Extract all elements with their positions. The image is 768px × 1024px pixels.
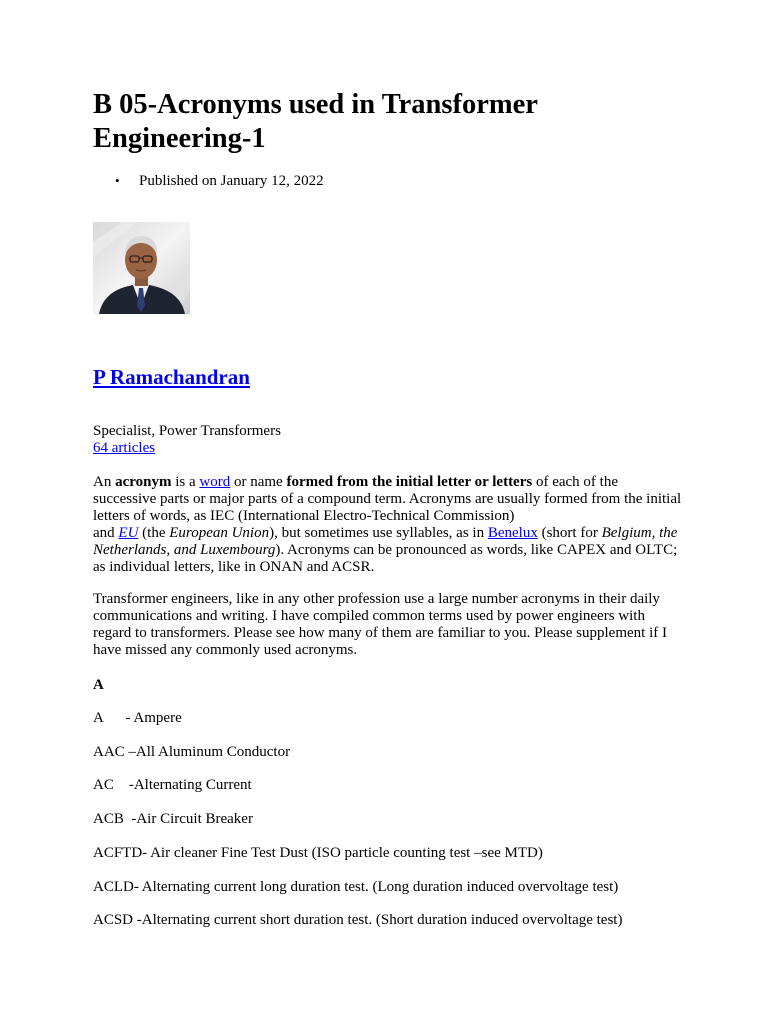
acronym-entry: ACFTD- Air cleaner Fine Test Dust (ISO particle counting test –see MTD) <box>93 845 543 861</box>
intro-text: of each of the successive parts or major parts of a compound term. Acronyms are usually formed from the initial letters of words, as IEC (International Electro-Technical Commission) <box>93 474 682 524</box>
acronym-entry: A - Ampere <box>93 710 182 726</box>
benelux-link[interactable]: Benelux <box>487 525 538 541</box>
acronym-entry: ACB -Air Circuit Breaker <box>93 811 253 827</box>
author-name-link[interactable]: P Ramachandran <box>93 365 250 389</box>
intro-text: is a <box>171 474 200 490</box>
acronym-entry: AC -Alternating Current <box>93 777 252 793</box>
acronym-entry: AAC –All Aluminum Conductor <box>93 744 291 760</box>
published-date: Published on January 12, 2022 <box>139 173 324 189</box>
eu-link[interactable]: EU <box>118 525 139 541</box>
intro-text: ), but sometimes use syllables, as in <box>269 525 488 541</box>
intro-bold-definition: formed from the initial letter or letters <box>286 474 533 490</box>
word-link[interactable]: word <box>199 474 231 490</box>
intro-italic: European Union <box>169 525 270 541</box>
section-letter-heading: A <box>93 677 104 693</box>
author-headline: Specialist, Power Transformers <box>93 423 281 439</box>
intro-text: or name <box>230 474 287 490</box>
intro-paragraph-2-text: Transformer engineers, like in any other profession use a large number acronyms in their daily communications and writing. I have compiled common terms used by power engineers with regard to transformers. Please see how many of them are familiar to you. Please supplement if I have missed any commonly used acronyms. <box>93 591 667 658</box>
intro-text: (the <box>138 525 170 541</box>
author-photo <box>93 222 190 314</box>
intro-text: ). Acronyms can be pronounced as words, like CAPEX and OLTC; as individual letters, like in ONAN and ACSR. <box>93 542 678 575</box>
intro-text: (short for <box>537 525 602 541</box>
intro-paragraph-2 <box>93 591 683 659</box>
intro-text: An <box>93 474 116 490</box>
intro-italic: Belgium, the Netherlands, and Luxembourg <box>93 525 678 558</box>
intro-text: and <box>93 525 119 541</box>
author-avatar <box>93 222 190 314</box>
acronym-entry: ACLD- Alternating current long duration test. (Long duration induced overvoltage test) <box>93 879 619 895</box>
bullet-icon: • <box>115 173 120 188</box>
acronym-entry: ACSD -Alternating current short duration test. (Short duration induced overvoltage test) <box>93 912 623 928</box>
author-articles-link[interactable]: 64 articles <box>93 440 156 456</box>
intro-bold-term: acronym <box>115 474 172 490</box>
article-title: B 05-Acronyms used in Transformer Engineering-1 <box>93 89 538 154</box>
intro-paragraph-1 <box>93 474 683 576</box>
